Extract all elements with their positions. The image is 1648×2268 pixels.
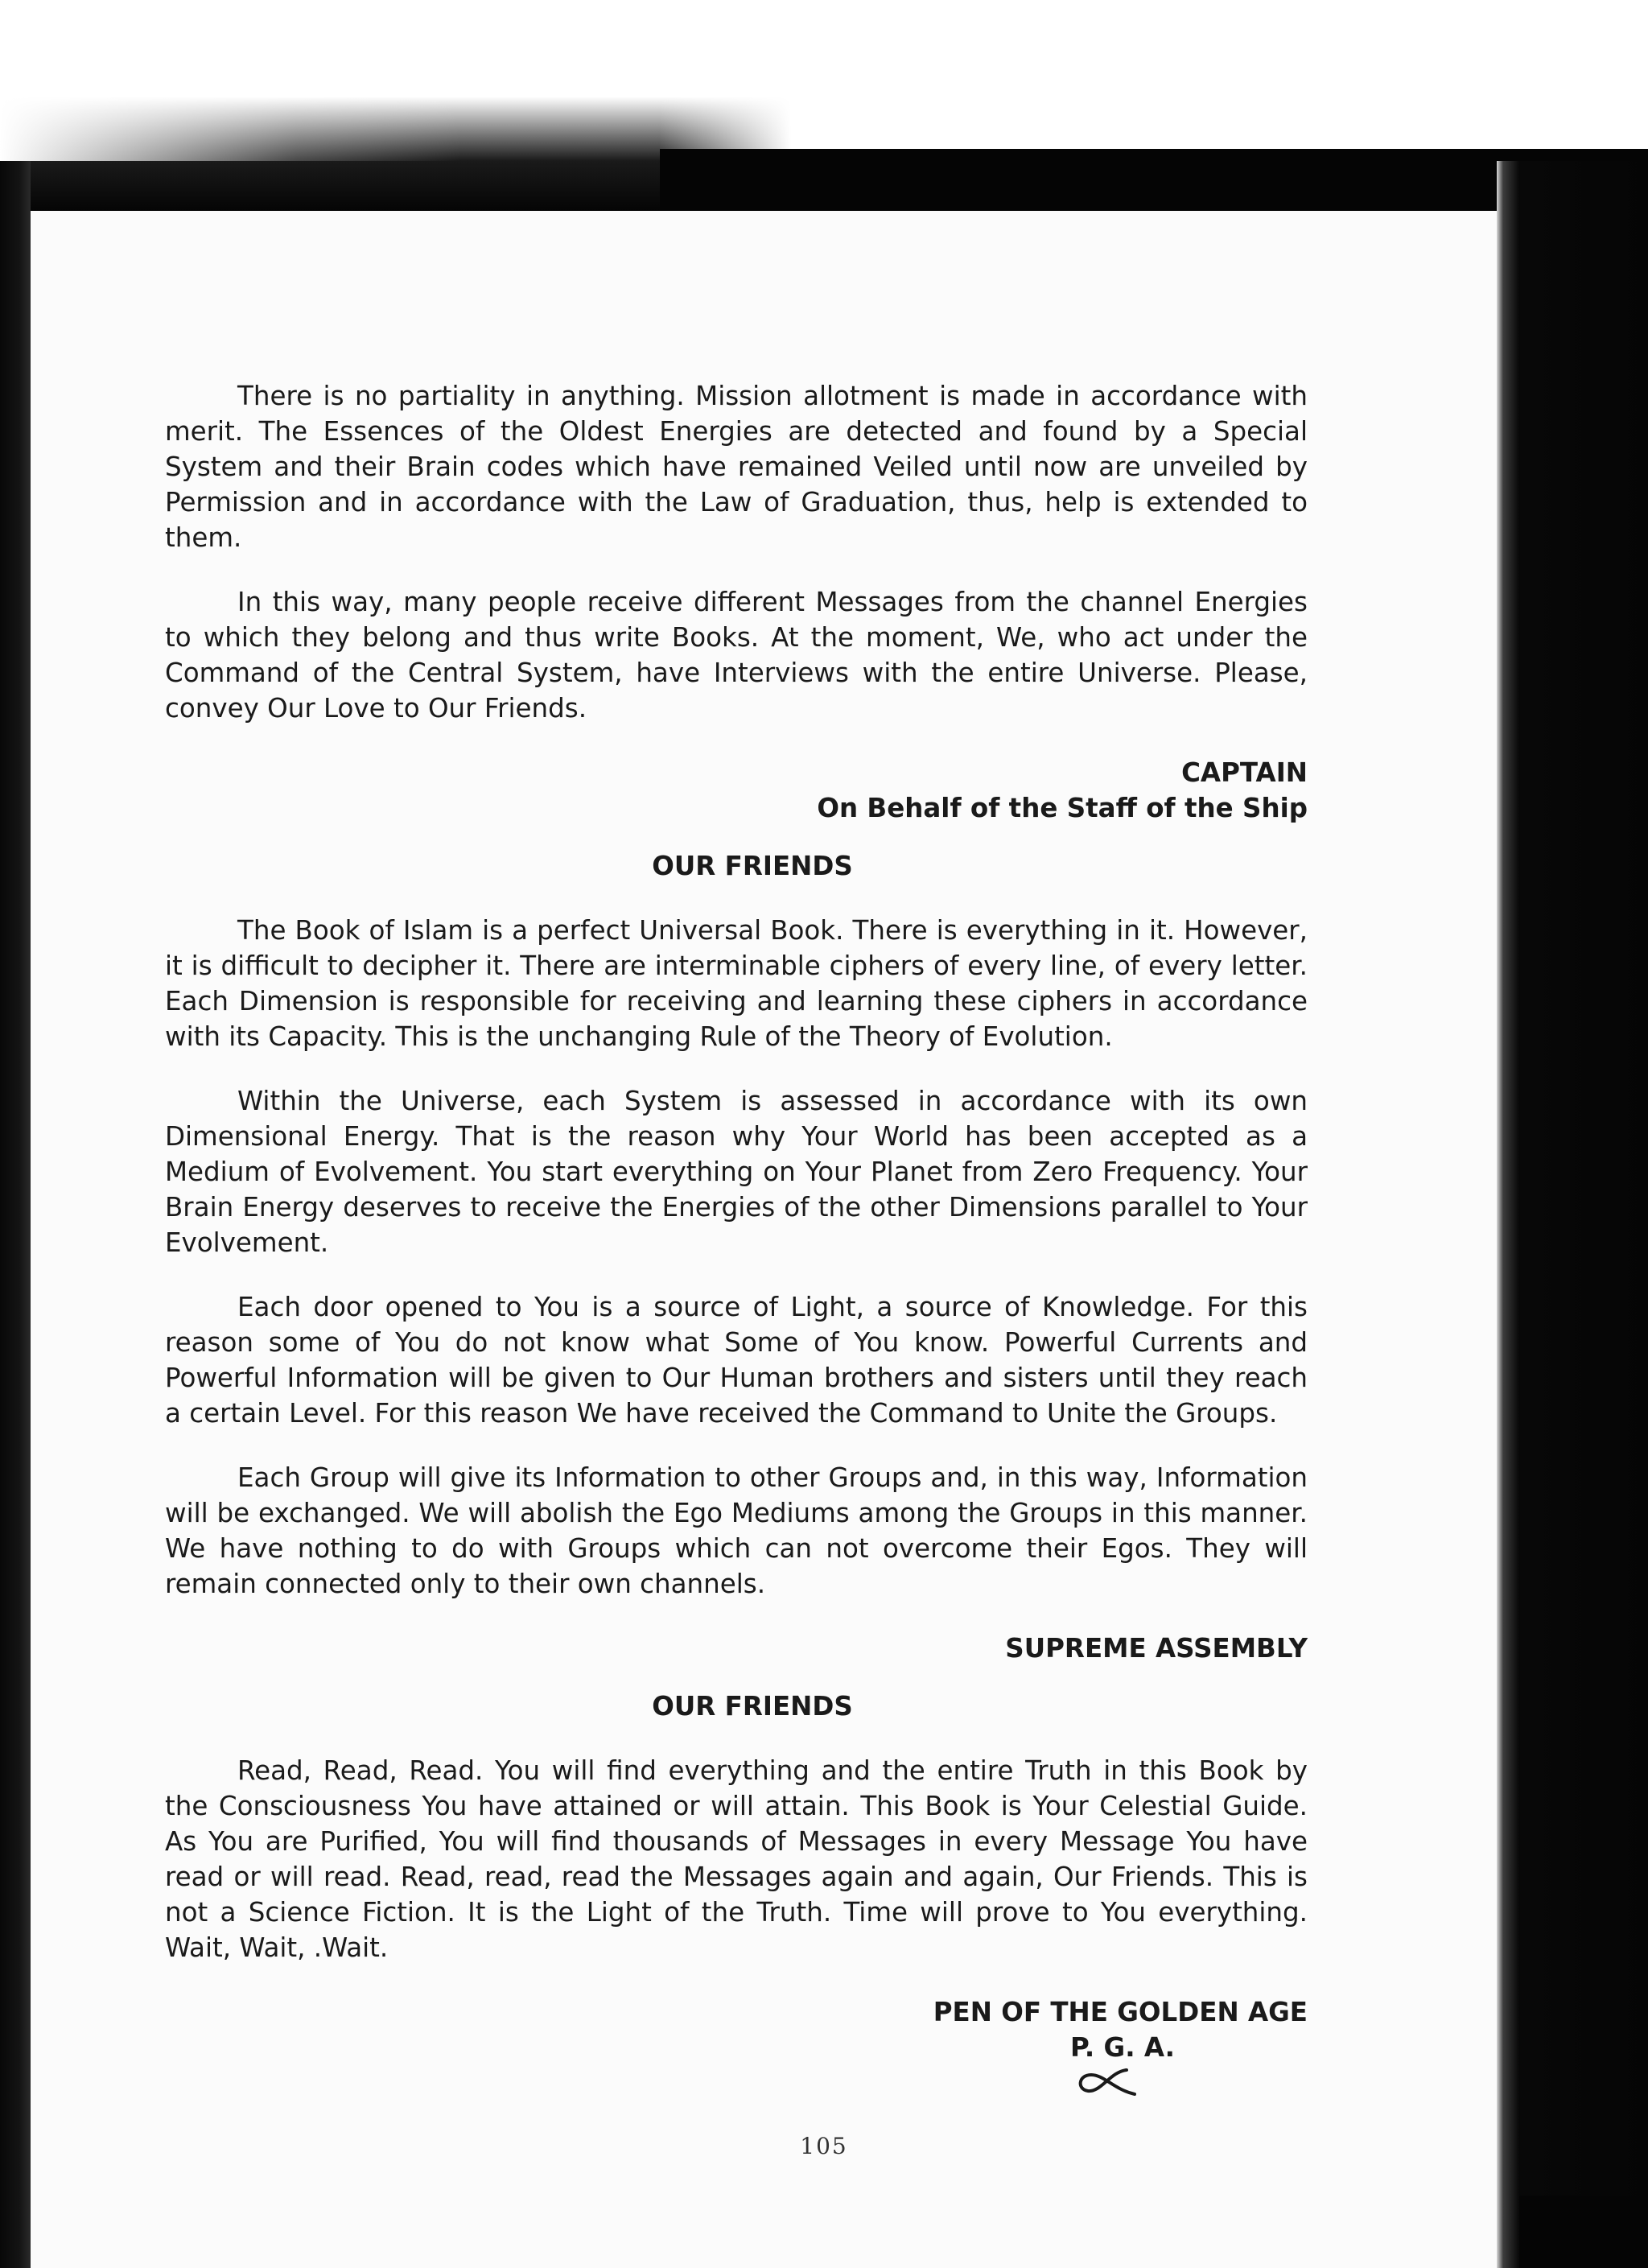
section-heading: OUR FRIENDS [652, 1691, 853, 1722]
paragraph: There is no partiality in anything. Mission allotment is made in accordance with merit. The Essences of the Oldest Energies are detected and found by a Special System and their Brain codes which have remained Veiled until now are unveiled by Permission and in accordance with the Law of Graduation, thus, help is extended to them. [165, 381, 1308, 553]
paragraph: Each door opened to You is a source of Light, a source of Knowledge. For this reason some of You do not know what Some of You know. Powerful Currents and Powerful Information will be given to Our Human brothers and sisters until they reach a certain Level. For this reason We have received the Command to Unite the Groups. [165, 1292, 1308, 1429]
signature-line: P. G. A. [1070, 2032, 1175, 2063]
paragraph: In this way, many people receive different Messages from the channel Energies to which they belong and thus write Books. At the moment, We, who act under the Command of the Central System, have Interviews with the entire Universe. Please, convey Our Love to Our Friends. [165, 587, 1308, 724]
paragraph: The Book of Islam is a perfect Universal Book. There is everything in it. However, it is difficult to decipher it. There are interminable ciphers of every line, of every letter. Each Dimension is responsible for receiving and learning these ciphers in accordance with its Capacity. This is the unchanging Rule of the Theory of Evolution. [165, 915, 1308, 1052]
paragraph: Within the Universe, each System is assessed in accordance with its own Dimensional Energy. That is the reason why Your World has been accepted as a Medium of Evolvement. You start everything on Your Planet from Zero Frequency. Your Brain Energy deserves to receive the Energies of the other Dimensions parallel to Your Evolvement. [165, 1086, 1308, 1258]
scan-border-right [1497, 161, 1648, 2268]
scan-border-top-fade [0, 0, 1648, 161]
section-heading: OUR FRIENDS [652, 851, 853, 881]
page-number: 105 [800, 2133, 848, 2159]
signature-pga [165, 1994, 1308, 2065]
signature-line: On Behalf of the Staff of the Ship [817, 793, 1308, 823]
paragraph: Read, Read, Read. You will find everything and the entire Truth in this Book by the Consciousness You have attained or will attain. This Book is Your Celestial Guide. As You are Purified, You will find thousands of Messages in every Message You have read or will read. Read, read, read the Messages again and again, Our Friends. This is not a Science Fiction. It is the Light of the Truth. Time will prove to You everything. Wait, Wait, .Wait. [165, 1755, 1308, 1963]
signature-line: SUPREME ASSEMBLY [1005, 1633, 1308, 1664]
scan-border-left [0, 161, 31, 2268]
page-body [165, 378, 1308, 2065]
signature-line: PEN OF THE GOLDEN AGE [933, 1997, 1308, 2027]
infinity-symbol-icon [1070, 2060, 1143, 2101]
scan-border-bottom-right [1519, 2196, 1648, 2268]
paragraph: Each Group will give its Information to other Groups and, in this way, Information will be exchanged. We will abolish the Ego Mediums among the Groups in this manner. We have nothing to do with Groups which can not overcome their Egos. They will remain connected only to their own channels. [165, 1462, 1308, 1599]
signature-line: CAPTAIN [1181, 757, 1308, 788]
signature-supreme-assembly [165, 1631, 1308, 1666]
signature-captain [165, 755, 1308, 826]
